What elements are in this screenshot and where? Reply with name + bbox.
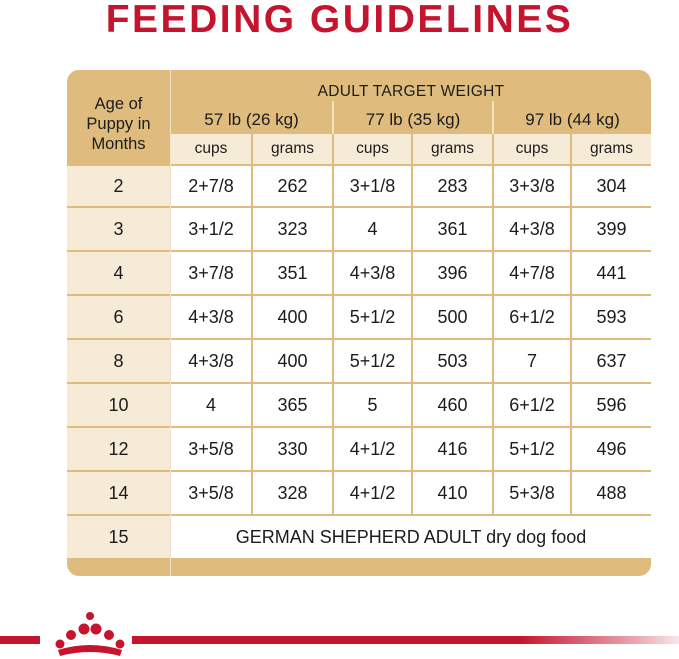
table-cell: 500 — [413, 296, 492, 338]
table-cell: 5+1/2 — [494, 428, 570, 470]
table-cell: 330 — [253, 428, 332, 470]
page-title: FEEDING GUIDELINES — [105, 0, 574, 41]
table-cell: 503 — [413, 340, 492, 382]
table-cell: 365 — [253, 384, 332, 426]
table-cell: 3+5/8 — [171, 472, 251, 514]
table-cell: 6+1/2 — [494, 296, 570, 338]
row-age-label: 4 — [67, 252, 170, 294]
table-cell: 4+1/2 — [334, 428, 411, 470]
table-cell: 2+7/8 — [171, 166, 251, 206]
table-cell: 3+3/8 — [494, 166, 570, 206]
age-header-line-1: Age of — [94, 95, 143, 113]
unit-header-grams: grams — [413, 134, 492, 164]
row-age-label: 15 — [67, 516, 170, 558]
age-header-line-2: Puppy in — [86, 115, 151, 133]
table-cell: 3+7/8 — [171, 252, 251, 294]
table-cell: 4+7/8 — [494, 252, 570, 294]
table-cell: 4+3/8 — [334, 252, 411, 294]
unit-header-grams: grams — [253, 134, 332, 164]
table-cell: 283 — [413, 166, 492, 206]
table-cell: 262 — [253, 166, 332, 206]
table-cell: 4+3/8 — [171, 340, 251, 382]
weight-header-57lb: 57 lb (26 kg) — [204, 109, 299, 129]
row-age-label: 14 — [67, 472, 170, 514]
table-cell: 399 — [572, 208, 651, 250]
table-cell: 304 — [572, 166, 651, 206]
row-age-label: 12 — [67, 428, 170, 470]
table-cell: 351 — [253, 252, 332, 294]
table-cell: 410 — [413, 472, 492, 514]
table-cell: 361 — [413, 208, 492, 250]
row-age-label: 2 — [67, 166, 170, 206]
row-age-label: 8 — [67, 340, 170, 382]
table-cell: 400 — [253, 296, 332, 338]
unit-header-cups: cups — [171, 134, 251, 164]
table-cell: 5+1/2 — [334, 296, 411, 338]
table-cell: 5+3/8 — [494, 472, 570, 514]
table-cell: 3+1/8 — [334, 166, 411, 206]
age-header-text — [86, 94, 150, 154]
table-cell: 596 — [572, 384, 651, 426]
unit-header-cups: cups — [494, 134, 570, 164]
table-cell: 4+1/2 — [334, 472, 411, 514]
feeding-table-grid — [67, 70, 651, 576]
table-cell: 4+3/8 — [494, 208, 570, 250]
row-age-label: 3 — [67, 208, 170, 250]
table-cell: 4+3/8 — [171, 296, 251, 338]
unit-header-cups: cups — [334, 134, 411, 164]
table-cell: 400 — [253, 340, 332, 382]
row-age-label: 10 — [67, 384, 170, 426]
table-cell: 3+5/8 — [171, 428, 251, 470]
table-cell: 441 — [572, 252, 651, 294]
table-cell: 5+1/2 — [334, 340, 411, 382]
weight-header-77lb: 77 lb (35 kg) — [365, 109, 461, 129]
age-column-header — [67, 70, 170, 164]
table-cell: 396 — [413, 252, 492, 294]
table-cell: 4 — [171, 384, 251, 426]
table-cell: 593 — [572, 296, 651, 338]
royal-canin-crown-icon — [50, 610, 130, 659]
adult-target-weight-header: ADULT TARGET WEIGHT — [317, 83, 505, 100]
table-cell: 496 — [572, 428, 651, 470]
feeding-table — [67, 70, 651, 576]
table-cell: 416 — [413, 428, 492, 470]
age-header-line-3: Months — [91, 135, 146, 153]
table-cell: 328 — [253, 472, 332, 514]
row-age-label: 6 — [67, 296, 170, 338]
table-cell: 5 — [334, 384, 411, 426]
table-cell: 488 — [572, 472, 651, 514]
table-cell: 460 — [413, 384, 492, 426]
table-cell: 3+1/2 — [171, 208, 251, 250]
table-cell: 7 — [494, 340, 570, 382]
table-cell: 6+1/2 — [494, 384, 570, 426]
table-cell: 637 — [572, 340, 651, 382]
footer-brand-bar — [0, 600, 679, 659]
final-row-product-text: GERMAN SHEPHERD ADULT dry dog food — [171, 516, 651, 558]
table-cell: 4 — [334, 208, 411, 250]
unit-header-grams: grams — [572, 134, 651, 164]
table-cell: 323 — [253, 208, 332, 250]
weight-header-97lb: 97 lb (44 kg) — [525, 109, 620, 129]
